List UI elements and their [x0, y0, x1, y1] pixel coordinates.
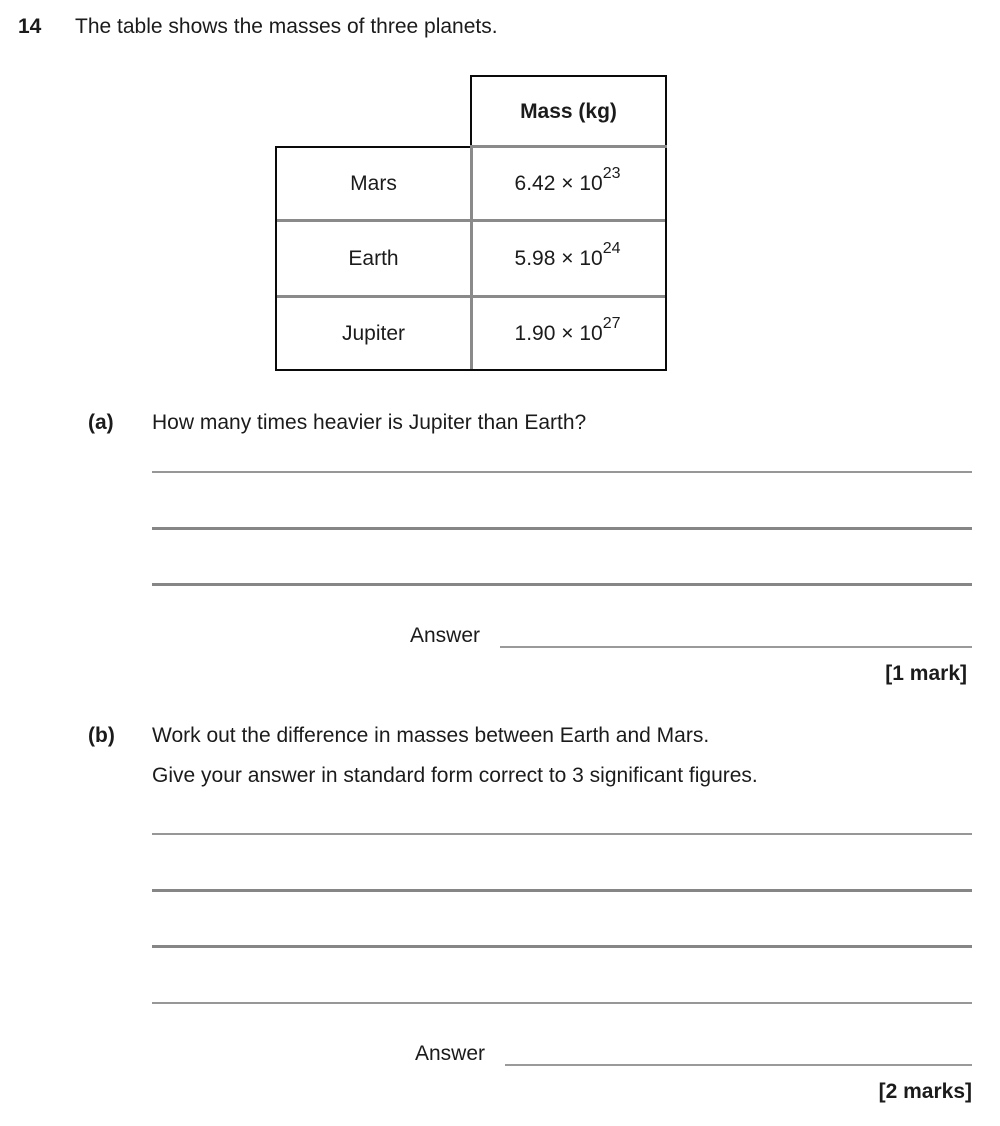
part-a-question: How many times heavier is Jupiter than Earth?: [152, 411, 587, 434]
planet-name-cell: [277, 222, 470, 295]
part-b-label: (b): [88, 724, 115, 747]
mass-value: $5.98 \times 10^{24}$: [514, 239, 621, 270]
header-bottom-separator: [470, 145, 667, 148]
mass-value-cell: [470, 298, 665, 369]
answer-underline-b: [505, 1064, 972, 1066]
answer-label-a: Answer: [410, 624, 481, 647]
mass-value-cell: [470, 222, 665, 295]
marks-badge-b: [2 marks]: [878, 1080, 972, 1103]
planet-name-cell: [277, 148, 470, 219]
writing-line: [152, 527, 972, 530]
planet-name-cell: [277, 298, 470, 369]
part-a-label: (a): [88, 411, 114, 434]
planet-name: Earth: [348, 246, 399, 270]
part-b-question-line1: Work out the difference in masses between Earth and Mars.: [152, 724, 710, 747]
mass-value-cell: [470, 148, 665, 219]
marks-badge-a: [1 mark]: [885, 662, 967, 685]
writing-line: [152, 889, 972, 892]
column-divider: [470, 148, 473, 369]
table-header-label: Mass (kg): [520, 99, 617, 123]
writing-line: [152, 471, 972, 473]
planets-mass-table: [275, 75, 667, 371]
question-intro: The table shows the masses of three planets.: [75, 15, 498, 38]
planet-name: Jupiter: [341, 321, 406, 345]
writing-line: [152, 945, 972, 948]
writing-line: [152, 1002, 972, 1004]
table-header-mass: [470, 75, 667, 146]
mass-value: $1.90 \times 10^{27}$: [514, 314, 621, 345]
planet-name: Mars: [350, 171, 397, 195]
mass-value: $6.42 \times 10^{23}$: [514, 164, 621, 195]
writing-line: [152, 583, 972, 586]
part-b-question-line2: Give your answer in standard form correct to 3 significant figures.: [152, 764, 758, 787]
writing-line: [152, 833, 972, 835]
table-body: [275, 146, 667, 371]
answer-label-b: Answer: [415, 1042, 486, 1065]
question-number: 14: [18, 15, 42, 38]
answer-underline-a: [500, 646, 972, 648]
